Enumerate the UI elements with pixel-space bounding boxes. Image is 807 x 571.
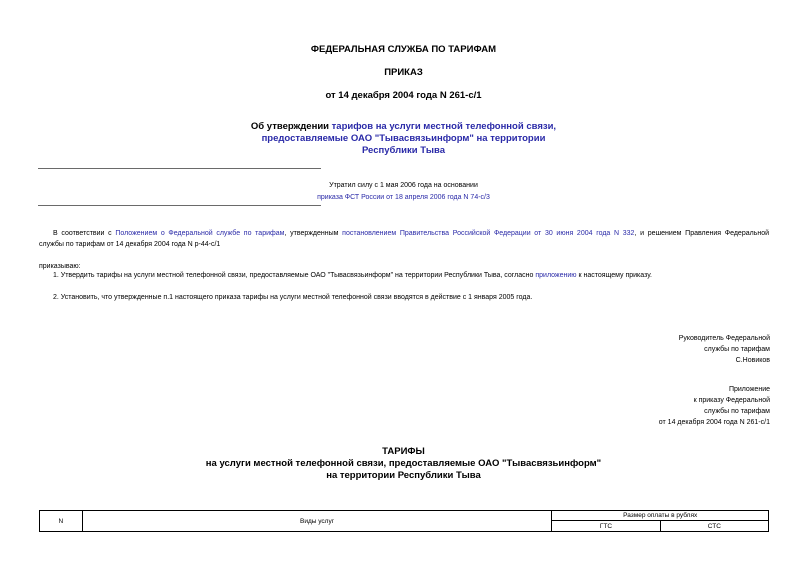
table-header-n: N (40, 511, 83, 532)
table-header-services: Виды услуг (82, 511, 552, 532)
title-prefix: Об утверждении (250, 121, 332, 132)
status-note-line-1: Утратил силу с 1 мая 2006 года на основании (329, 182, 478, 189)
signature-line-1: Руководитель Федеральной (678, 335, 770, 342)
table-header-sts: СТС (660, 521, 768, 532)
tariffs-title: ТАРИФЫ (382, 446, 425, 457)
title-link[interactable]: тарифов на услуги местной телефонной связи, (331, 121, 557, 132)
orders-word: приказываю: (39, 263, 81, 270)
tariffs-heading (0, 446, 807, 482)
title-line-2[interactable]: предоставляемые ОАО "Тывасвязьинформ" на территории (261, 133, 546, 144)
document-title (0, 121, 807, 157)
appendix-line-3: службы по тарифам (704, 408, 770, 415)
preamble-line-2: службы по тарифам от 14 декабря 2004 года N р-44-с/1 (39, 241, 221, 248)
appendix-line-2: к приказу Федеральной (693, 397, 770, 404)
item-1 (53, 270, 652, 281)
tariff-table (39, 510, 769, 532)
status-note-link[interactable]: приказа ФСТ России от 18 апреля 2006 года N 74-с/3 (317, 194, 490, 201)
divider-bottom (38, 205, 321, 206)
doc-date-number: от 14 декабря 2004 года N 261-с/1 (325, 90, 482, 101)
title-line-3[interactable]: Республики Тыва (361, 145, 446, 156)
preamble-text-3: , и решением Правления Федеральной (634, 230, 770, 237)
item-1-tail: к настоящему приказу. (576, 272, 652, 279)
tariffs-line-2: на услуги местной телефонной связи, предоставляемые ОАО "Тывасвязьинформ" (205, 458, 602, 469)
signature-name: С.Новиков (735, 357, 770, 364)
preamble-text-1: В соответствии с (53, 230, 116, 237)
signature-line-2: службы по тарифам (704, 346, 770, 353)
agency-title: ФЕДЕРАЛЬНАЯ СЛУЖБА ПО ТАРИФАМ (310, 44, 497, 55)
table-header-gts: ГТС (552, 521, 660, 532)
regulation-link[interactable]: Положением о Федеральной службе по тарифам (115, 230, 285, 237)
appendix-line-4: от 14 декабря 2004 года N 261-с/1 (658, 419, 770, 426)
doc-type: ПРИКАЗ (384, 67, 423, 78)
appendix-block (659, 384, 770, 428)
item-2: 2. Установить, что утвержденные п.1 настоящего приказа тарифы на услуги местной телефонной связи вводятся в действие с 1 января 2005 года. (53, 294, 533, 301)
appendix-link[interactable]: приложению (535, 272, 577, 279)
preamble-text-2: , утвержденным (284, 230, 343, 237)
item-1-text: 1. Утвердить тарифы на услуги местной телефонной связи, предоставляемые ОАО "Тывасвязьинформ" на территории Республики Тыва, согласно (53, 272, 536, 279)
appendix-line-1: Приложение (728, 386, 770, 393)
divider-top (38, 168, 321, 169)
signature-block (679, 333, 770, 366)
table-header-price: Размер оплаты в рублях (552, 511, 769, 521)
tariffs-line-3: на территории Республики Тыва (326, 470, 481, 481)
government-decree-link[interactable]: постановлением Правительства Российской Федерации от 30 июня 2004 года N 332 (342, 230, 635, 237)
preamble (39, 228, 769, 250)
status-note (0, 180, 807, 204)
